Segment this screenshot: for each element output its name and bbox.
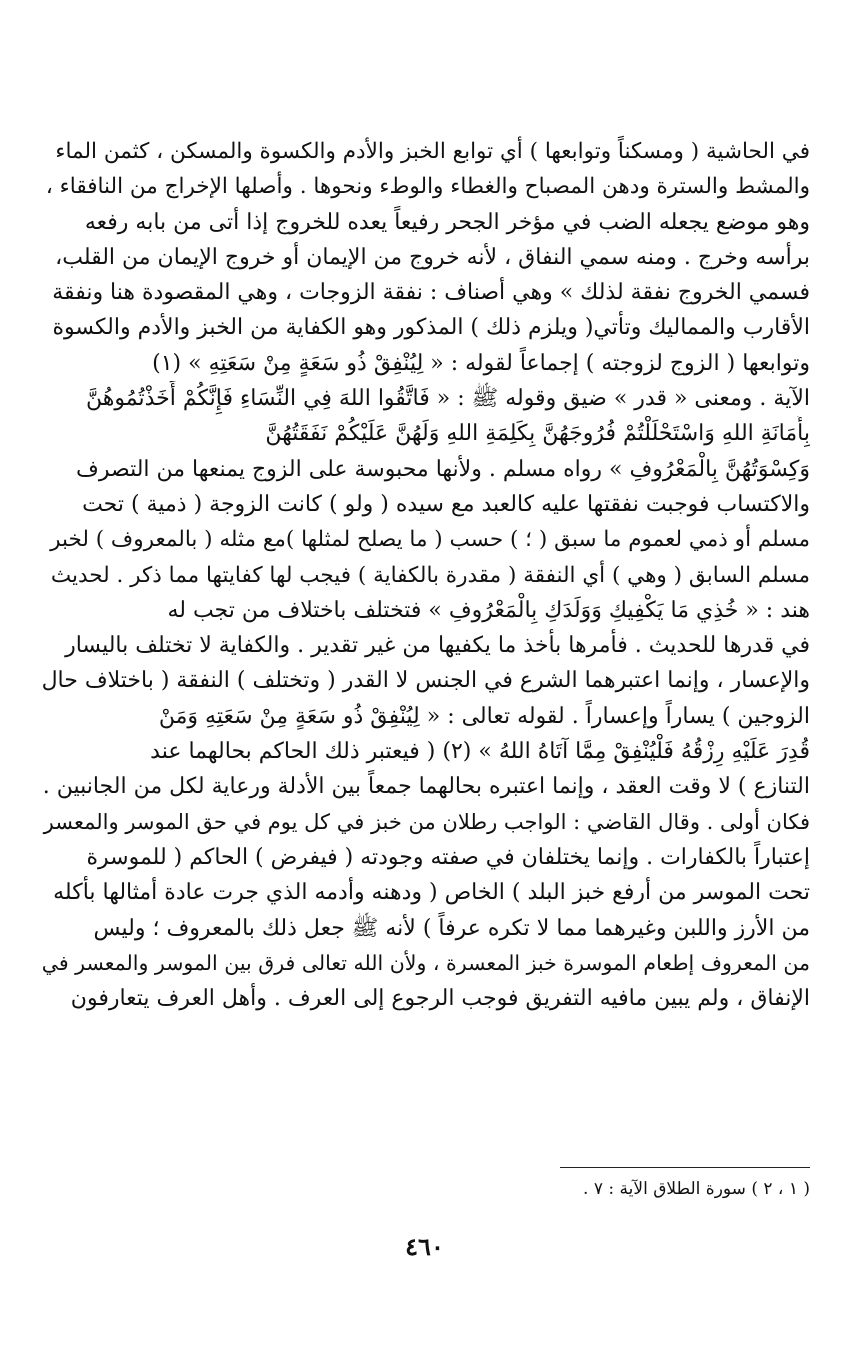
text-line: هند : « خُذِي مَا يَكْفِيكِ وَوَلَدَكِ بِالْمَعْرُوفِ » فتختلف باختلاف من تجب له — [167, 597, 810, 623]
text-line: والمشط والسترة ودهن المصباح والغطاء والوطء ونحوها . وأصلها الإخراج من النافقاء ، — [45, 174, 810, 200]
footnote: ( ١ ، ٢ ) سورة الطلاق الآية : ٧ . — [583, 1179, 810, 1199]
text-line: الزوجين ) يساراً وإعساراً . لقوله تعالى : « لِيُنْفِقْ ذُو سَعَةٍ مِنْ سَعَتِهِ وَمَنْ — [158, 703, 810, 729]
text-line: مسلم السابق ( وهي ) أي النفقة ( مقدرة بالكفاية ) فيجب لها كفايتها مما ذكر . لحديث — [50, 562, 810, 588]
body-text — [40, 134, 810, 1016]
text-line: والإعسار ، وإنما اعتبرهما الشرع في الجنس لا القدر ( وتختلف ) النفقة ( باختلاف حال — [41, 668, 810, 694]
text-line: إعتباراً بالكفارات . وإنما يختلفان في صفته وجودته ( فيفرض ) الحاكم ( للموسرة — [86, 844, 810, 870]
footnote-divider — [560, 1167, 810, 1168]
text-line: بِأَمَانَةِ اللهِ وَاسْتَحْلَلْتُمْ فُرُوجَهُنَّ بِكَلِمَةِ اللهِ وَلَهُنَّ عَلَيْكُمْ نَفَقَتُهُنَّ — [265, 421, 810, 447]
text-line: فسمي الخروج نفقة لذلك » وهي أصناف : نفقة الزوجات ، وهي المقصودة هنا ونفقة — [52, 280, 810, 306]
text-line: في الحاشية ( ومسكناً وتوابعها ) أي توابع الخبز والأدم والكسوة والمسكن ، كثمن الماء — [55, 139, 810, 164]
text-line: الآية . ومعنى « قدر » ضيق وقوله ﷺ : « فَاتَّقُوا اللهَ فِي النِّسَاءِ فَإِنَّكُمْ أَخَذْتُمُوهُنَّ — [86, 386, 810, 412]
text-line: وتوابعها ( الزوج لزوجته ) إجماعاً لقوله : « لِيُنْفِقْ ذُو سَعَةٍ مِنْ سَعَتِهِ » (١) — [152, 350, 810, 376]
text-line: مسلم أو ذمي لعموم ما سبق ( ؛ ) حسب ( ما يصلح لمثلها )مع مثله ( بالمعروف ) لخبر — [50, 527, 810, 553]
text-line: التنازع ) لا وقت العقد ، وإنما اعتبره بحالهما جمعاً بين الأدلة ورعاية لكل من الجانبين . — [42, 774, 810, 800]
text-line: من المعروف إطعام الموسرة خبز المعسرة ، ولأن الله تعالى فرق بين الموسر والمعسر في — [41, 950, 810, 975]
text-line: الإنفاق ، ولم يبين مافيه التفريق فوجب الرجوع إلى العرف . وأهل العرف يتعارفون — [70, 986, 810, 1012]
page-number: ٤٦٠ — [405, 1232, 444, 1261]
text-line: والاكتساب فوجبت نفقتها عليه كالعبد مع سيده ( ولو ) كانت الزوجة ( ذمية ) تحت — [82, 491, 810, 517]
text-line: تحت الموسر من أرفع خبز البلد ) الخاص ( ودهنه وأدمه الذي جرت عادة أمثالها بأكله — [53, 880, 810, 906]
text-line: الأقارب والمماليك وتأتي( ويلزم ذلك ) المذكور وهو الكفاية من الخبز والأدم والكسوة — [52, 315, 810, 341]
text-line: قُدِرَ عَلَيْهِ رِزْقُهُ فَلْيُنْفِقْ مِمَّا آتَاهُ اللهُ » (٢) ( فيعتبر ذلك الحاكم بحالهما عند — [150, 739, 810, 765]
text-line: في قدرها للحديث . فأمرها بأخذ ما يكفيها من غير تقدير . والكفاية لا تختلف باليسار — [65, 633, 810, 659]
text-line: برأسه وخرج . ومنه سمي النفاق ، لأنه خروج من الإيمان أو خروج الإيمان من القلب، — [55, 244, 810, 270]
text-line: وهو موضع يجعله الضب في مؤخر الجحر رفيعاً يعده للخروج إذا أتى من بابه رفعه — [84, 209, 810, 235]
text-line: فكان أولى . وقال القاضي : الواجب رطلان من خبز في كل يوم في حق الموسر والمعسر — [43, 809, 810, 834]
text-line: من الأرز واللبن وغيرهما مما لا تكره عرفاً ) لأنه ﷺ جعل ذلك بالمعروف ؛ وليس — [93, 915, 810, 941]
text-line: وَكِسْوَتُهُنَّ بِالْمَعْرُوفِ » رواه مسلم . ولأنها محبوسة على الزوج يمنعها من التصرف — [76, 456, 810, 482]
